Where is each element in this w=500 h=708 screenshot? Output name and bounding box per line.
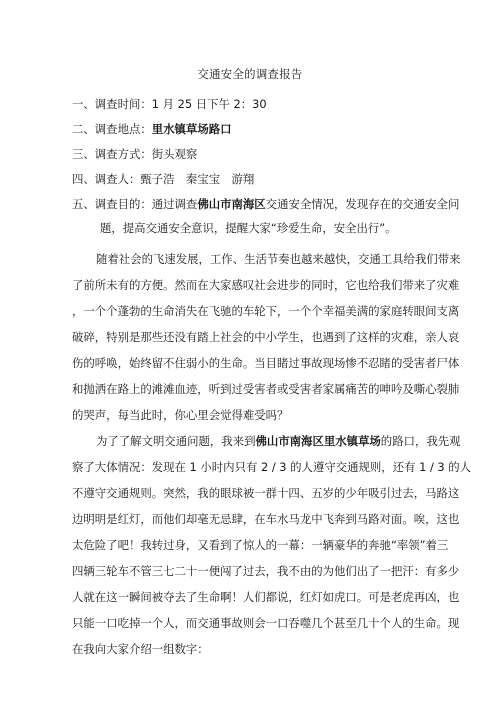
- paragraph-2: [72, 428, 472, 662]
- survey-purpose-label: 五、调查目的：: [72, 197, 152, 211]
- survey-people-label: 四、调查人：: [72, 172, 141, 186]
- paragraph-2-line: 人就在这一瞬间被夺去了生命啊！人们都说，红灯如虎口。可是老虎再凶，也: [72, 590, 460, 604]
- survey-location-label: 二、调查地点：: [72, 122, 152, 136]
- survey-purpose-place: 佛山市南海区: [197, 197, 266, 211]
- paragraph-1-line: 了前所未有的方便。然而在大家感叹社会进步的同时，它也给我们带来了灾难: [72, 278, 460, 292]
- paragraph-2-pre: 为了了解文明交通问题，我来到: [96, 434, 256, 448]
- paragraph-2-line: 不遵守交通规则。突然，我的眼球被一群十四、五岁的少年吸引过去，马路这: [72, 486, 460, 500]
- paragraph-1: [72, 246, 461, 428]
- paragraph-2-line: 边明明是红灯，而他们却毫无忌肆，在车水马龙中飞奔到马路对面。唉，这也: [72, 512, 460, 526]
- report-title: 交通安全的调查报告: [197, 67, 303, 81]
- survey-method-value: 街头观察: [151, 147, 198, 161]
- survey-people: [72, 171, 254, 187]
- paragraph-1-line: 的哭声，每当此时，你心里会觉得难受吗？: [72, 408, 289, 422]
- paragraph-2-post: 的路口，我先观: [380, 434, 461, 448]
- survey-people-value: 甄子浩 秦宝宝 游翔: [140, 172, 255, 186]
- paragraph-2-line: 太危险了吧！我转过身，又看到了惊人的一幕：一辆豪华的奔驰“率领”着三: [72, 538, 449, 552]
- paragraph-1-line: 破碎，特别是那些还没有踏上社会的中小学生，也遇到了这样的灾难，亲人哀: [72, 330, 460, 344]
- paragraph-2-line: 四辆三轮车不管三七二十一便闯了过去，我不由的为他们出了一把汗：有多少: [72, 564, 460, 578]
- paragraph-2-line: 察了大体情况：发现在 1 小时内只有 2 / 3 的人遵守交通规则，还有 1 / 3 的人: [72, 460, 472, 474]
- survey-method-label: 三、调查方式：: [72, 147, 152, 161]
- paragraph-2-line: [72, 428, 461, 454]
- survey-method: [72, 146, 197, 162]
- paragraph-1-line: ，一个个蓬勃的生命消失在飞驰的车轮下，一个个幸福美满的家庭转眼间支离: [72, 304, 460, 318]
- survey-purpose-post: 交通安全情况，发现存在的交通安全问: [265, 197, 460, 211]
- survey-time-value: 1 月 25 日下午 2：30: [151, 97, 267, 111]
- survey-time: [72, 96, 267, 112]
- paragraph-2-place: 佛山市南海区里水镇草场: [255, 434, 381, 448]
- survey-time-label: 一、调查时间：: [72, 97, 152, 111]
- survey-location-value: 里水镇草场路口: [151, 122, 232, 136]
- paragraph-1-line: 伤的呼唤，始终留不住弱小的生命。当目睹过事故现场惨不忍睹的受害者尸体: [72, 356, 460, 370]
- paragraph-1-line: 随着社会的飞速发展，工作、生活节奏也越来越快，交通工具给我们带来: [96, 252, 461, 266]
- survey-purpose-pre: 通过调查: [151, 197, 198, 211]
- survey-purpose-continued: 题，提高交通安全意识，提醒大家“珍爱生命，安全出行”。: [100, 221, 397, 235]
- survey-location: [72, 121, 232, 137]
- survey-purpose: [72, 196, 459, 212]
- paragraph-2-line: 在我向大家介绍一组数字：: [72, 642, 209, 656]
- paragraph-2-line: 只能一口吃掉一个人，而交通事故则会一口吞噬几个甚至几十个人的生命。现: [72, 616, 460, 630]
- paragraph-1-line: 和抛洒在路上的滩滩血迹，听到过受害者或受害者家属痛苦的呻吟及嘶心裂肺: [72, 382, 460, 396]
